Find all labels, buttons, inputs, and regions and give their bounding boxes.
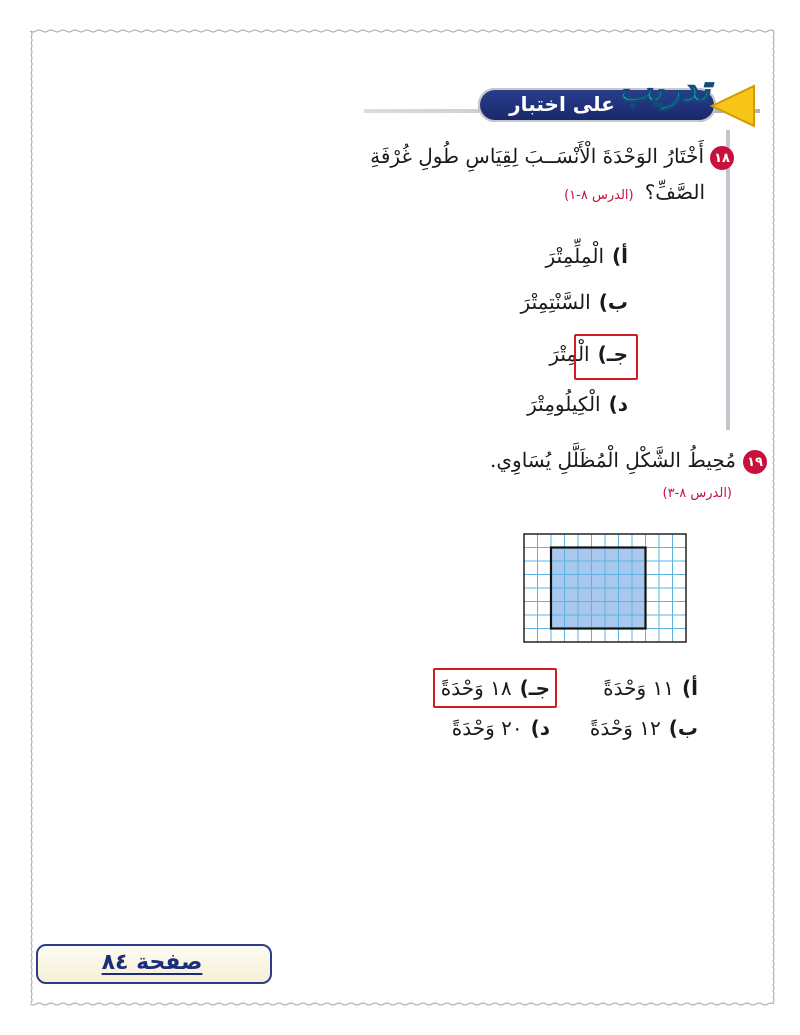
q19-option-d-text: ٢٠ وَحْدَةً: [451, 716, 523, 740]
question-19-lesson-ref: (الدرس ٨-٣): [662, 486, 732, 501]
banner-logo: تدريب: [618, 68, 710, 110]
practice-test-banner: [358, 68, 760, 126]
q18-option-d-text: الْكِيلُومِتْرَ: [527, 392, 601, 416]
q19-option-c-letter: جـ): [519, 676, 550, 700]
q18-option-a-letter: أ): [612, 244, 628, 268]
question-18-line2: [405, 180, 705, 204]
q19-option-a-text: ١١ وَحْدَةً: [603, 676, 674, 700]
q18-answer-mark: [574, 334, 638, 380]
q18-option-b[interactable]: [521, 290, 628, 314]
q18-option-d-letter: د): [608, 392, 628, 416]
q18-option-b-text: السَّنْتِمِتْرَ: [520, 290, 591, 314]
page-number-label: صفحة ٨٤: [101, 950, 203, 975]
question-18-lesson-ref: (الدرس ٨-١): [564, 188, 634, 203]
question-18-number: ١٨: [710, 146, 734, 170]
question-19-number: ١٩: [743, 450, 767, 474]
q19-option-b[interactable]: [590, 716, 698, 740]
q18-option-a-text: الْمِلِّمِتْرَ: [545, 244, 604, 268]
q19-option-a-letter: أ): [682, 676, 698, 700]
q19-option-a[interactable]: [603, 676, 698, 700]
q19-answer-mark: [433, 668, 557, 708]
q19-option-c-text: ١٨ وَحْدَةً: [440, 676, 512, 700]
perimeter-grid-figure: [520, 530, 690, 648]
q19-option-b-letter: ب): [668, 716, 698, 740]
question-18-text-line2: الصَّفِّ؟: [644, 180, 705, 204]
q18-option-a[interactable]: [546, 244, 628, 268]
question-19-text: مُحِيطُ الشَّكْلِ الْمُظَلَّلِ يُسَاوِي.: [490, 448, 736, 472]
q19-option-b-text: ١٢ وَحْدَةً: [589, 716, 661, 740]
q18-option-c-text: الْمِتْرَ: [549, 342, 590, 366]
question-18-text-line1: أَخْتَارُ الوَحْدَةَ الْأَنْسَــبَ لِقِيَاسِ طُولِ غُرْفَةِ: [370, 144, 704, 168]
q19-option-d[interactable]: [452, 716, 550, 740]
q18-option-b-letter: ب): [598, 290, 628, 314]
q19-option-d-letter: د): [530, 716, 550, 740]
banner-arrow-icon: [708, 84, 756, 128]
banner-label: على اختبار: [509, 92, 615, 116]
q18-option-c-letter: جـ): [597, 342, 628, 366]
section-side-rule: [726, 130, 730, 430]
q18-option-d[interactable]: [527, 392, 628, 416]
